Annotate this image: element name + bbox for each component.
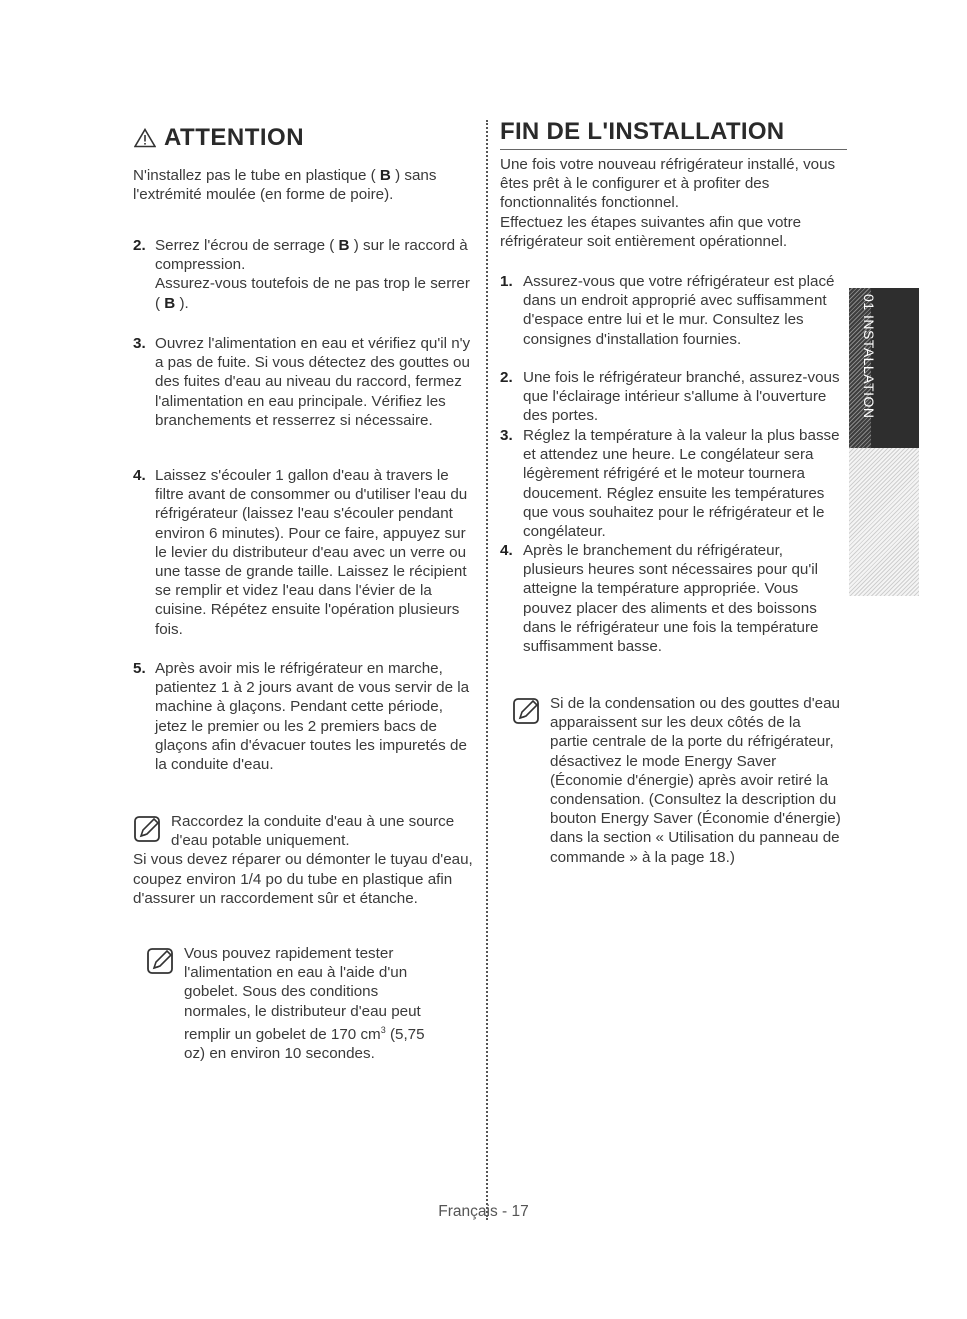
section-intro: Une fois votre nouveau réfrigérateur installé, vous êtes prêt à le configurer et à profiter des fonctionnalités fonctionnel. Effectuez les étapes suivantes afin que votre réfrigérateur soit entièrement opérationnel. [500, 156, 836, 250]
step-text: Réglez la température à la valeur la plus basse et attendez une heure. Le congélateur sera légèrement réfrigéré et le moteur tournera doucement. Réglez ensuite les températures que vous souhaitez pour le réfrigérateur et le congélateur. [523, 427, 840, 541]
fin-step-3 [500, 426, 845, 541]
step-number: 2. [133, 237, 146, 254]
step-3 [133, 334, 478, 430]
step-text: Après le branchement du réfrigérateur, plusieurs heures sont nécessaires pour qu'il atteigne la température appropriée. Vous pouvez placer des aliments et des boissons dans le réfrigérateur une fois la température suffisamment basse. [523, 542, 819, 656]
warning-triangle-icon [134, 128, 156, 148]
step-number: 5. [133, 660, 146, 677]
note-pencil-icon [146, 946, 176, 976]
step-number: 3. [133, 335, 146, 352]
step-number: 3. [500, 427, 513, 444]
fin-step-1 [500, 272, 845, 349]
note-pencil-icon [133, 814, 163, 844]
step-number: 1. [500, 273, 513, 290]
attention-title: ATTENTION [164, 124, 305, 151]
step-4 [133, 466, 478, 639]
column-divider [486, 120, 488, 1220]
step-5 [133, 659, 478, 774]
step-text: Une fois le réfrigérateur branché, assurez-vous que l'éclairage intérieur s'allume à l'ouverture des portes. [523, 369, 840, 425]
chapter-side-tab [849, 288, 919, 596]
note-pencil-icon [512, 696, 542, 726]
attention-text: N'installez pas le tube en plastique ( B ) sans l'extrémité moulée (en forme de poire). [133, 167, 437, 204]
step-text: Serrez l'écrou de serrage ( B ) sur le raccord à compression. Assurez-vous toutefois de ne pas trop le serrer ( B ). [155, 237, 470, 312]
title-rule [500, 149, 847, 150]
note-text: Raccordez la conduite d'eau à une source d'eau potable uniquement. [171, 813, 455, 850]
page-number: Français - 17 [438, 1203, 529, 1220]
step-number: 4. [500, 542, 513, 559]
note-condensation [512, 694, 842, 867]
step-text: Ouvrez l'alimentation en eau et vérifiez qu'il n'y a pas de fuite. Si vous détectez des gouttes ou des fuites d'eau au niveau du raccord, fermez l'alimentation en eau principale. Vérifiez les branchements et resserrez si nécessaire. [155, 335, 471, 429]
step-number: 2. [500, 369, 513, 386]
fin-step-2 [500, 368, 845, 426]
step-text: Après avoir mis le réfrigérateur en marche, patientez 1 à 2 jours avant de vous servir de la machine à glaçons. Pendant cette période, jetez le premier ou les 2 premiers bacs de glaçons afin d'évacuer toutes les impuretés de la conduite d'eau. [155, 660, 470, 774]
note-text: Vous pouvez rapidement tester l'alimentation en eau à l'aide d'un gobelet. Sous des conditions normales, le distributeur d'eau peut remplir un gobelet de 170 $cm^3$ (5,75 oz) en environ 10 secondes. [184, 945, 425, 1063]
section-title: FIN DE L'INSTALLATION [500, 118, 785, 145]
note-test-water [146, 944, 478, 1063]
step-number: 4. [133, 467, 146, 484]
attention-heading [134, 123, 304, 153]
fin-step-4 [500, 541, 845, 656]
step-2 [133, 236, 478, 313]
note-text: Si de la condensation ou des gouttes d'eau apparaissent sur les deux côtés de la partie centrale de la porte du réfrigérateur, désactivez le mode Energy Saver (Économie d'énergie) après avoir retiré la condensation. (Consultez la description du bouton Energy Saver (Économie d'énergie) dans la section « Utilisation du panneau de commande » à la page 18.) [550, 695, 841, 866]
chapter-tab-label: 01 INSTALLATION [861, 294, 877, 419]
step-text: Laissez s'écouler 1 gallon d'eau à travers le filtre avant de consommer ou d'utiliser l'eau du réfrigérateur (laissez l'eau s'écouler pendant environ 6 minutes). Pour ce faire, appuyez sur le levier du distributeur d'eau avec un verre ou une tasse de grande taille. Laissez le récipient se remplir et videz l'eau dans l'évier de la cuisine. Répétez ensuite l'opération plusieurs fois. [155, 467, 468, 638]
step-text: Assurez-vous que votre réfrigérateur est placé dans un endroit approprié avec suffisamment d'espace entre lui et le mur. Consultez les consignes d'installation fournies. [523, 273, 835, 348]
note-continuation: Si vous devez réparer ou démonter le tuyau d'eau, coupez environ 1/4 po du tube en plastique afin d'assurer un raccordement sûr et étanche. [133, 851, 473, 907]
note-potable-water [133, 812, 478, 908]
